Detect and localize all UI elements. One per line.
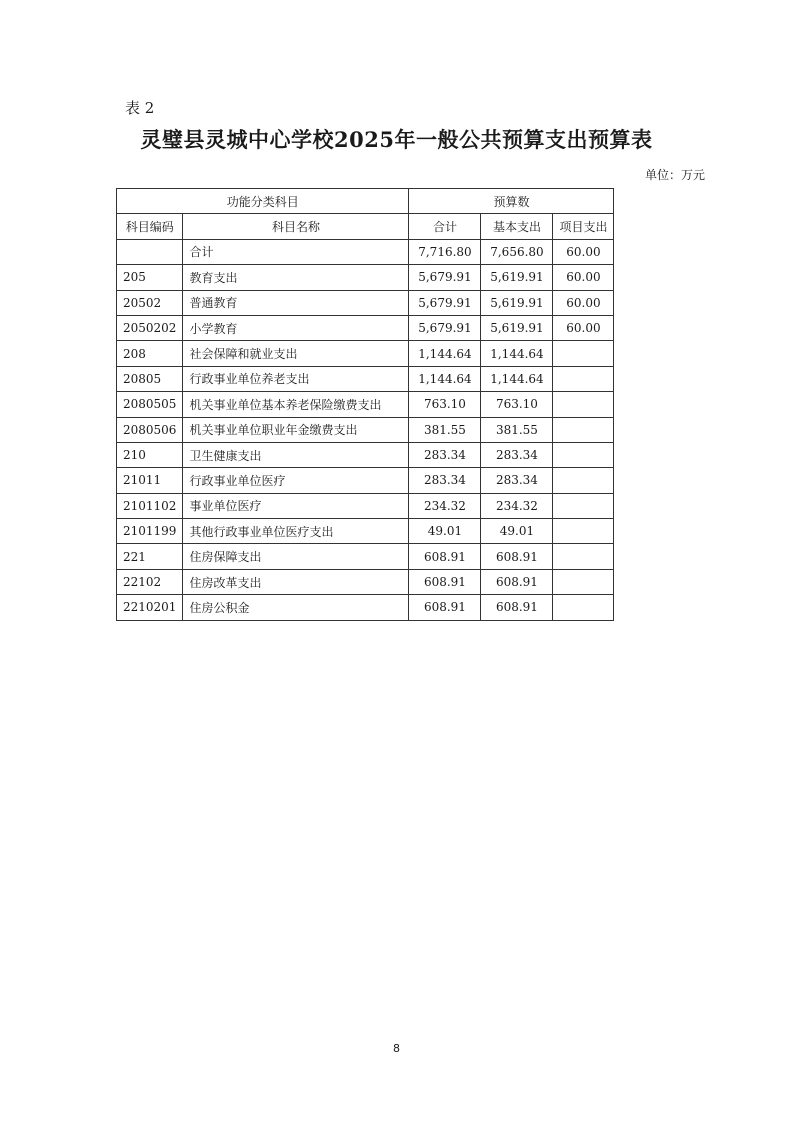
total-cell: 763.10 [409, 392, 481, 417]
table-row [117, 417, 614, 442]
code-cell: 2080505 [117, 392, 183, 417]
name-cell: 住房公积金 [183, 595, 409, 620]
code-column-header: 科目编码 [117, 214, 183, 239]
project-cell [553, 341, 614, 366]
code-cell: 205 [117, 265, 183, 290]
total-cell: 381.55 [409, 417, 481, 442]
table-row [117, 442, 614, 467]
name-cell: 机关事业单位基本养老保险缴费支出 [183, 392, 409, 417]
basic-cell: 283.34 [481, 468, 553, 493]
name-cell: 机关事业单位职业年金缴费支出 [183, 417, 409, 442]
table-row [117, 519, 614, 544]
budget-amount-header: 预算数 [409, 189, 614, 214]
code-cell: 221 [117, 544, 183, 569]
project-cell [553, 417, 614, 442]
basic-cell: 1,144.64 [481, 366, 553, 391]
total-cell: 5,679.91 [409, 315, 481, 340]
budget-table [116, 188, 614, 621]
total-cell: 1,144.64 [409, 366, 481, 391]
table-row [117, 493, 614, 518]
project-cell [553, 493, 614, 518]
project-cell [553, 519, 614, 544]
total-cell: 608.91 [409, 544, 481, 569]
project-cell [553, 544, 614, 569]
unit-label: 单位：万元 [644, 168, 705, 182]
basic-cell: 1,144.64 [481, 341, 553, 366]
table-sub-header-row [117, 214, 614, 239]
table-label: 表 2 [125, 99, 155, 117]
project-cell: 60.00 [553, 265, 614, 290]
code-cell: 21011 [117, 468, 183, 493]
table-row [117, 468, 614, 493]
basic-cell: 608.91 [481, 569, 553, 594]
table-row [117, 265, 614, 290]
code-cell: 2050202 [117, 315, 183, 340]
code-cell: 20805 [117, 366, 183, 391]
project-column-header: 项目支出 [553, 214, 614, 239]
basic-cell: 5,619.91 [481, 265, 553, 290]
code-cell: 2080506 [117, 417, 183, 442]
project-cell [553, 442, 614, 467]
table-row [117, 290, 614, 315]
project-cell: 60.00 [553, 239, 614, 264]
basic-cell: 283.34 [481, 442, 553, 467]
basic-cell: 5,619.91 [481, 315, 553, 340]
code-cell: 208 [117, 341, 183, 366]
project-cell: 60.00 [553, 290, 614, 315]
name-cell: 社会保障和就业支出 [183, 341, 409, 366]
code-cell: 2210201 [117, 595, 183, 620]
project-cell [553, 392, 614, 417]
total-cell: 608.91 [409, 569, 481, 594]
table-row [117, 315, 614, 340]
basic-cell: 608.91 [481, 595, 553, 620]
name-cell: 事业单位医疗 [183, 493, 409, 518]
total-cell: 234.32 [409, 493, 481, 518]
total-cell: 49.01 [409, 519, 481, 544]
basic-cell: 5,619.91 [481, 290, 553, 315]
name-cell: 教育支出 [183, 265, 409, 290]
page-title: 灵璧县灵城中心学校2025年一般公共预算支出预算表 [140, 127, 653, 152]
basic-cell: 381.55 [481, 417, 553, 442]
basic-cell: 608.91 [481, 544, 553, 569]
table-row [117, 595, 614, 620]
basic-cell: 49.01 [481, 519, 553, 544]
code-cell: 22102 [117, 569, 183, 594]
table-row [117, 239, 614, 264]
table-group-header-row [117, 189, 614, 214]
table-row [117, 544, 614, 569]
name-cell: 住房改革支出 [183, 569, 409, 594]
code-cell: 2101102 [117, 493, 183, 518]
total-cell: 283.34 [409, 468, 481, 493]
project-cell [553, 595, 614, 620]
total-cell: 608.91 [409, 595, 481, 620]
code-cell: 210 [117, 442, 183, 467]
total-cell: 7,716.80 [409, 239, 481, 264]
total-cell: 5,679.91 [409, 290, 481, 315]
total-cell: 1,144.64 [409, 341, 481, 366]
project-cell [553, 366, 614, 391]
total-cell: 5,679.91 [409, 265, 481, 290]
name-cell: 住房保障支出 [183, 544, 409, 569]
code-cell: 20502 [117, 290, 183, 315]
project-cell [553, 569, 614, 594]
code-cell: 2101199 [117, 519, 183, 544]
table-row [117, 341, 614, 366]
table-row [117, 366, 614, 391]
page-number: 8 [393, 1042, 400, 1055]
basic-cell: 234.32 [481, 493, 553, 518]
name-cell: 小学教育 [183, 315, 409, 340]
table-row [117, 392, 614, 417]
name-cell: 行政事业单位养老支出 [183, 366, 409, 391]
basic-cell: 763.10 [481, 392, 553, 417]
name-cell: 普通教育 [183, 290, 409, 315]
table-row [117, 569, 614, 594]
function-category-header: 功能分类科目 [117, 189, 409, 214]
project-cell: 60.00 [553, 315, 614, 340]
name-column-header: 科目名称 [183, 214, 409, 239]
name-cell: 行政事业单位医疗 [183, 468, 409, 493]
total-column-header: 合计 [409, 214, 481, 239]
basic-column-header: 基本支出 [481, 214, 553, 239]
project-cell [553, 468, 614, 493]
code-cell [117, 239, 183, 264]
total-cell: 283.34 [409, 442, 481, 467]
basic-cell: 7,656.80 [481, 239, 553, 264]
name-cell: 卫生健康支出 [183, 442, 409, 467]
name-cell: 其他行政事业单位医疗支出 [183, 519, 409, 544]
name-cell: 合计 [183, 239, 409, 264]
